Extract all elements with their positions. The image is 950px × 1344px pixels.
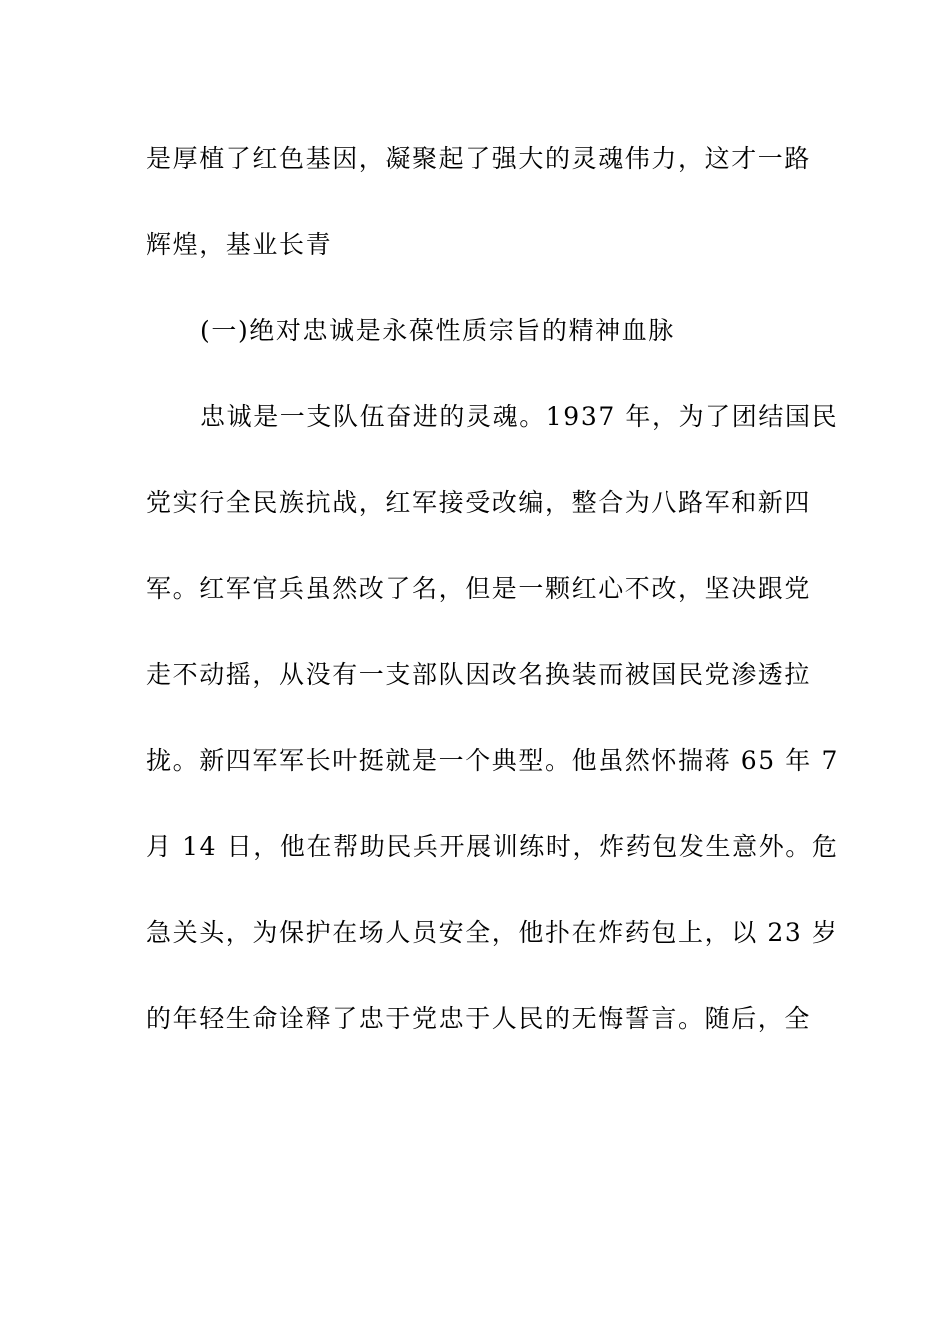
text-line: 走不动摇，从没有一支部队因改名换装而被国民党渗透拉 — [146, 660, 812, 689]
text-line: 月 14 日，他在帮助民兵开展训练时，炸药包发生意外。危 — [146, 832, 839, 861]
section-heading: (一)绝对忠诚是永葆性质宗旨的精神血脉 — [200, 316, 675, 345]
text-line: 的年轻生命诠释了忠于党忠于人民的无悔誓言。随后，全 — [146, 1004, 812, 1033]
text-line: 党实行全民族抗战，红军接受改编，整合为八路军和新四 — [146, 488, 812, 517]
text-line: 军。红军官兵虽然改了名，但是一颗红心不改，坚决跟党 — [146, 574, 812, 603]
body-text — [146, 136, 839, 1082]
text-line: 辉煌，基业长青 — [146, 230, 333, 259]
text-line: 急关头，为保护在场人员安全，他扑在炸药包上，以 23 岁 — [146, 918, 839, 947]
paragraph-start: 忠诚是一支队伍奋进的灵魂。1937 年，为了团结国民 — [200, 402, 839, 431]
text-line: 是厚植了红色基因，凝聚起了强大的灵魂伟力，这才一路 — [146, 144, 812, 173]
text-line: 拢。新四军军长叶挺就是一个典型。他虽然怀揣蒋 65 年 7 — [146, 746, 839, 775]
